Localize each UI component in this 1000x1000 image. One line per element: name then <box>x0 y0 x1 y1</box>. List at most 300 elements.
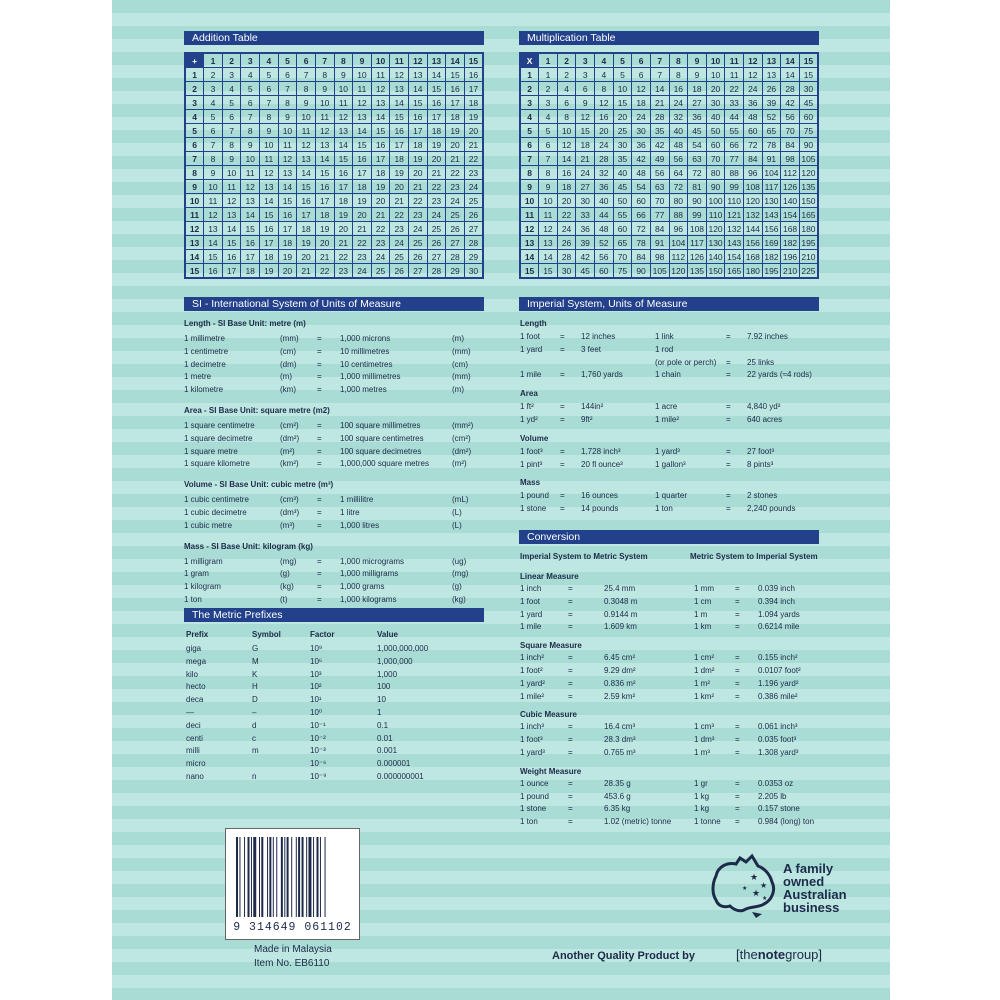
table-row <box>185 250 483 264</box>
prefix-cell: milli <box>186 746 200 756</box>
table-cell: 8 <box>297 82 316 96</box>
table-cell: 70 <box>706 152 725 166</box>
table-cell: 33 <box>725 96 744 110</box>
prefix-cell: deci <box>186 720 201 730</box>
table-cell: 18 <box>446 110 465 124</box>
table-cell: 132 <box>725 222 744 236</box>
table-cell: 9 <box>315 82 334 96</box>
table-cell: 28 <box>464 236 483 250</box>
table-cell: 19 <box>390 166 409 180</box>
table-cell: 35 <box>613 152 632 166</box>
table-cell: 32 <box>669 110 688 124</box>
si-cell: = <box>317 556 322 566</box>
barcode-bar <box>251 837 252 917</box>
table-cell: 10 <box>278 124 297 138</box>
table-cell: 7 <box>539 152 558 166</box>
table-cell: 65 <box>762 124 781 138</box>
brand-bracket-open: [ <box>736 947 740 962</box>
table-cell: 25 <box>427 222 446 236</box>
table-cell: 16 <box>222 250 241 264</box>
imperial-cell: 16 ounces <box>581 491 618 501</box>
si-cell: 1 cubic centimetre <box>184 495 249 505</box>
table-cell: 90 <box>688 194 707 208</box>
column-header-cell: 5 <box>278 53 297 68</box>
si-cell: 1 cubic metre <box>184 520 233 530</box>
table-cell: 9 <box>278 110 297 124</box>
table-cell: 20 <box>427 152 446 166</box>
barcode-bar <box>296 837 297 917</box>
table-cell: 20 <box>297 250 316 264</box>
column-header-cell: 8 <box>669 53 688 68</box>
table-row <box>185 82 483 96</box>
table-cell: 11 <box>334 96 353 110</box>
table-cell: 20 <box>409 166 428 180</box>
table-cell: 98 <box>781 152 800 166</box>
table-cell: 15 <box>613 96 632 110</box>
table-cell: 19 <box>427 138 446 152</box>
table-cell: 27 <box>688 96 707 110</box>
column-header-cell: 13 <box>762 53 781 68</box>
table-cell: 36 <box>688 110 707 124</box>
table-cell: 14 <box>557 152 576 166</box>
imperial-cell: 640 acres <box>747 415 783 424</box>
table-cell: 104 <box>669 236 688 250</box>
table-cell: 30 <box>799 82 818 96</box>
imperial-cell: 1 link <box>655 332 674 341</box>
column-header-cell: 14 <box>781 53 800 68</box>
conversion-cell: = <box>568 678 573 688</box>
imperial-cell: 1 rod <box>655 344 674 354</box>
conversion-col2-heading: Metric System to Imperial System <box>690 552 818 561</box>
table-cell: 84 <box>781 138 800 152</box>
row-header-cell: 9 <box>185 180 204 194</box>
table-cell: 65 <box>613 236 632 250</box>
table-cell: 17 <box>297 208 316 222</box>
table-cell: 11 <box>371 68 390 82</box>
table-cell: 13 <box>204 222 223 236</box>
table-cell: 117 <box>762 180 781 194</box>
si-cell: (L) <box>452 508 462 517</box>
barcode-bar <box>284 837 285 917</box>
imperial-cell: 20 fl ounce³ <box>581 459 623 469</box>
table-row <box>185 124 483 138</box>
conversion-cell: 1 inch² <box>520 653 545 663</box>
table-cell: 15 <box>315 166 334 180</box>
table-row <box>520 264 818 279</box>
table-cell: 54 <box>688 138 707 152</box>
si-cell: 1 kilogram <box>184 582 221 592</box>
row-header-cell: 9 <box>520 180 539 194</box>
table-cell: 22 <box>557 208 576 222</box>
table-cell: 132 <box>744 208 763 222</box>
si-cell: 1,000 microns <box>340 334 391 343</box>
table-cell: 99 <box>688 208 707 222</box>
table-cell: 17 <box>278 222 297 236</box>
conversion-cell: 1.094 yards <box>758 609 800 619</box>
table-cell: 13 <box>539 236 558 250</box>
table-cell: 16 <box>464 68 483 82</box>
conversion-cell: = <box>735 666 740 675</box>
table-cell: 50 <box>613 194 632 208</box>
table-row <box>185 194 483 208</box>
barcode-bar <box>325 837 326 917</box>
table-cell: 6 <box>278 68 297 82</box>
table-cell: 90 <box>799 138 818 152</box>
table-cell: 8 <box>204 152 223 166</box>
table-cell: 135 <box>688 264 707 279</box>
prefix-cell: 1,000,000,000 <box>377 644 429 653</box>
table-cell: 6 <box>557 96 576 110</box>
si-cell: (mg) <box>280 556 297 566</box>
table-cell: 6 <box>632 68 651 82</box>
conversion-cell: 1 km <box>694 622 712 632</box>
prefix-cell: G <box>252 644 259 653</box>
barcode-bar <box>261 837 263 917</box>
table-cell: 28 <box>427 264 446 279</box>
table-cell: 10 <box>297 110 316 124</box>
row-header-cell: 6 <box>520 138 539 152</box>
conversion-section-heading: Cubic Measure <box>520 710 577 720</box>
table-cell: 3 <box>204 82 223 96</box>
si-cell: 1 ton <box>184 595 202 604</box>
table-cell: 9 <box>576 96 595 110</box>
imperial-cell: = <box>560 344 565 354</box>
conversion-cell: 1 foot³ <box>520 735 543 745</box>
conversion-cell: 0.386 mile² <box>758 691 798 701</box>
table-cell: 10 <box>613 82 632 96</box>
table-cell: 13 <box>241 194 260 208</box>
table-cell: 17 <box>427 110 446 124</box>
table-cell: 21 <box>371 208 390 222</box>
table-cell: 18 <box>688 82 707 96</box>
table-cell: 5 <box>260 68 279 82</box>
si-cell: 1 litre <box>340 508 360 517</box>
conversion-cell: 1 km² <box>694 691 714 701</box>
si-cell: (L) <box>452 520 462 530</box>
table-cell: 48 <box>669 138 688 152</box>
si-cell: = <box>317 459 322 469</box>
prefix-cell: 10¹ <box>310 695 322 705</box>
conversion-cell: = <box>568 584 573 593</box>
table-cell: 14 <box>222 222 241 236</box>
table-cell: 12 <box>744 68 763 82</box>
column-header-cell: 9 <box>688 53 707 68</box>
conversion-cell: = <box>568 748 573 757</box>
table-corner-cell: + <box>185 53 204 68</box>
prefix-cell: n <box>252 772 257 781</box>
column-header-cell: 11 <box>390 53 409 68</box>
table-cell: 40 <box>613 166 632 180</box>
si-section-heading: Mass - SI Base Unit: kilogram (kg) <box>184 541 313 551</box>
table-cell: 22 <box>390 208 409 222</box>
table-cell: 168 <box>781 222 800 236</box>
prefix-cell: 0.001 <box>377 746 398 756</box>
column-header-cell: 2 <box>222 53 241 68</box>
table-cell: 10 <box>222 166 241 180</box>
table-cell: 126 <box>781 180 800 194</box>
conversion-cell: 1 ton <box>520 817 538 827</box>
si-cell: 1 metre <box>184 372 212 382</box>
row-header-cell: 12 <box>520 222 539 236</box>
conversion-cell: 1 m² <box>694 678 710 688</box>
conversion-cell: = <box>735 678 740 688</box>
barcode-bar <box>313 837 314 917</box>
table-cell: 63 <box>650 180 669 194</box>
table-row <box>185 264 483 279</box>
prefix-cell: 1 <box>377 708 382 717</box>
si-cell: 1 gram <box>184 569 209 579</box>
si-cell: 10 centimetres <box>340 359 393 369</box>
imperial-header: Imperial System, Units of Measure <box>519 297 819 311</box>
si-cell: 1,000 litres <box>340 520 380 530</box>
conversion-cell: = <box>735 596 740 606</box>
si-section-heading: Volume - SI Base Unit: cubic metre (m³) <box>184 480 334 490</box>
imperial-cell: = <box>560 370 565 380</box>
table-cell: 26 <box>762 82 781 96</box>
row-header-cell: 11 <box>185 208 204 222</box>
table-cell: 22 <box>427 180 446 194</box>
table-cell: 4 <box>241 68 260 82</box>
table-row <box>185 138 483 152</box>
table-cell: 12 <box>297 138 316 152</box>
table-cell: 16 <box>669 82 688 96</box>
table-cell: 8 <box>278 96 297 110</box>
table-row <box>185 222 483 236</box>
table-cell: 19 <box>353 194 372 208</box>
conversion-cell: = <box>735 722 740 732</box>
si-cell: 1 square decimetre <box>184 433 253 443</box>
table-cell: 21 <box>446 152 465 166</box>
conversion-cell: 1 foot <box>520 596 541 606</box>
table-cell: 88 <box>725 166 744 180</box>
addition-table-header: Addition Table <box>184 31 484 45</box>
table-cell: 22 <box>446 166 465 180</box>
table-cell: 18 <box>632 96 651 110</box>
table-cell: 11 <box>260 152 279 166</box>
table-cell: 78 <box>632 236 651 250</box>
table-cell: 4 <box>595 68 614 82</box>
imperial-cell: 1 foot³ <box>520 446 543 456</box>
si-cell: (mm) <box>452 372 471 382</box>
prefix-cell: deca <box>186 695 204 705</box>
table-cell: 154 <box>781 208 800 222</box>
table-cell: 23 <box>464 166 483 180</box>
conversion-cell: 0.394 inch <box>758 596 795 606</box>
table-cell: 20 <box>353 208 372 222</box>
table-cell: 24 <box>557 222 576 236</box>
si-cell: = <box>317 569 322 579</box>
table-cell: 42 <box>632 152 651 166</box>
table-cell: 55 <box>613 208 632 222</box>
conversion-cell: = <box>568 722 573 732</box>
table-row <box>520 138 818 152</box>
imperial-cell: = <box>726 370 731 380</box>
si-cell: (cm²) <box>452 433 471 443</box>
table-cell: 21 <box>315 250 334 264</box>
table-cell: 15 <box>334 152 353 166</box>
table-cell: 108 <box>744 180 763 194</box>
table-cell: 17 <box>353 166 372 180</box>
column-header-cell: 8 <box>334 53 353 68</box>
table-cell: 29 <box>464 250 483 264</box>
conversion-cell: = <box>568 735 573 745</box>
table-cell: 8 <box>595 82 614 96</box>
table-cell: 10 <box>706 68 725 82</box>
si-cell: 1 milligram <box>184 556 223 566</box>
barcode-bar <box>291 837 292 917</box>
si-cell: (m²) <box>452 459 467 469</box>
table-cell: 19 <box>464 110 483 124</box>
table-cell: 77 <box>725 152 744 166</box>
item-number-label: Item No. EB6110 <box>254 958 330 969</box>
column-header-cell: 14 <box>446 53 465 68</box>
table-cell: 15 <box>204 250 223 264</box>
si-cell: (mm) <box>452 346 471 356</box>
conversion-cell: 1 kg <box>694 804 710 814</box>
table-header-row <box>520 53 818 68</box>
table-cell: 84 <box>650 222 669 236</box>
prefix-cell: 10⁹ <box>310 644 323 653</box>
table-cell: 12 <box>260 166 279 180</box>
table-cell: 15 <box>353 138 372 152</box>
imperial-cell: 1 pint³ <box>520 459 543 469</box>
table-cell: 9 <box>297 96 316 110</box>
table-row <box>520 180 818 194</box>
table-cell: 13 <box>762 68 781 82</box>
si-cell: 1 square kilometre <box>184 459 250 469</box>
table-cell: 210 <box>799 250 818 264</box>
table-cell: 105 <box>650 264 669 279</box>
imperial-cell: 3 feet <box>581 344 602 354</box>
conversion-cell: = <box>735 791 740 801</box>
prefix-cell: 0.1 <box>377 720 389 730</box>
imperial-cell: 1 stone <box>520 504 547 514</box>
table-cell: 26 <box>409 250 428 264</box>
table-cell: 120 <box>706 222 725 236</box>
conversion-cell: 0.765 m³ <box>604 748 636 757</box>
si-cell: (dm³) <box>280 508 300 517</box>
table-cell: 16 <box>241 236 260 250</box>
prefix-cell: 10⁻³ <box>310 746 326 756</box>
conversion-cell: = <box>568 596 573 606</box>
si-cell: (g) <box>280 569 290 579</box>
row-header-cell: 11 <box>520 208 539 222</box>
conversion-cell: 0.984 (long) ton <box>758 817 815 827</box>
table-cell: 20 <box>706 82 725 96</box>
column-header-cell: 10 <box>371 53 390 68</box>
table-cell: 55 <box>725 124 744 138</box>
table-cell: 77 <box>650 208 669 222</box>
brand-group: group <box>785 947 819 962</box>
imperial-cell: = <box>726 332 731 341</box>
table-cell: 16 <box>446 82 465 96</box>
table-cell: 32 <box>595 166 614 180</box>
imperial-cell: = <box>726 459 731 469</box>
imperial-cell: 1 yd² <box>520 415 538 424</box>
table-cell: 196 <box>781 250 800 264</box>
imperial-cell: 2 stones <box>747 491 778 501</box>
table-cell: 49 <box>650 152 669 166</box>
table-cell: 18 <box>278 236 297 250</box>
conversion-cell: = <box>568 691 573 701</box>
imperial-cell: 7.92 inches <box>747 332 788 341</box>
table-cell: 12 <box>595 96 614 110</box>
table-cell: 12 <box>539 222 558 236</box>
table-cell: 140 <box>781 194 800 208</box>
table-cell: 30 <box>557 264 576 279</box>
table-cell: 135 <box>799 180 818 194</box>
si-cell: (km) <box>280 385 296 395</box>
table-cell: 14 <box>427 68 446 82</box>
si-cell: (dm²) <box>280 433 300 443</box>
table-cell: 144 <box>744 222 763 236</box>
table-row <box>520 236 818 250</box>
prefix-cell: centi <box>186 733 203 743</box>
table-cell: 15 <box>260 208 279 222</box>
brand-note: note <box>757 947 786 962</box>
si-cell: (m²) <box>280 446 295 456</box>
conversion-cell: 0.157 stone <box>758 804 800 814</box>
prefix-cell: K <box>252 669 258 679</box>
table-cell: 90 <box>706 180 725 194</box>
barcode-bar <box>253 837 256 917</box>
svg-text:★: ★ <box>760 881 768 890</box>
imperial-section-heading: Area <box>520 389 538 399</box>
si-cell: = <box>317 385 322 395</box>
barcode-number: 9 314649 061102 <box>233 921 352 934</box>
table-row <box>185 180 483 194</box>
conversion-cell: 1.196 yard² <box>758 678 799 688</box>
table-cell: 15 <box>576 124 595 138</box>
table-cell: 19 <box>334 208 353 222</box>
table-cell: 23 <box>371 236 390 250</box>
table-cell: 182 <box>762 250 781 264</box>
imperial-cell: 8 pints³ <box>747 459 774 469</box>
table-cell: 18 <box>557 180 576 194</box>
si-cell: (m) <box>452 385 464 395</box>
si-cell: (mm) <box>280 334 299 343</box>
conversion-cell: = <box>568 609 573 619</box>
table-cell: 12 <box>371 82 390 96</box>
table-cell: 7 <box>204 138 223 152</box>
imperial-cell: = <box>560 459 565 469</box>
table-cell: 75 <box>613 264 632 279</box>
table-cell: 10 <box>353 68 372 82</box>
table-cell: 130 <box>762 194 781 208</box>
prefix-column-header: Factor <box>310 630 335 639</box>
prefix-cell: 1,000 <box>377 669 398 679</box>
table-cell: 91 <box>650 236 669 250</box>
si-cell: = <box>317 446 322 456</box>
imperial-cell: = <box>726 491 731 501</box>
imperial-cell: 4,840 yd² <box>747 402 781 412</box>
svg-text:★: ★ <box>742 886 748 892</box>
table-cell: 35 <box>650 124 669 138</box>
si-cell: (cm) <box>280 346 296 356</box>
imperial-cell: = <box>560 504 565 514</box>
conversion-cell: 1 mm <box>694 584 714 593</box>
row-header-cell: 2 <box>520 82 539 96</box>
si-cell: (km²) <box>280 459 299 469</box>
brand-the: the <box>739 947 758 962</box>
conversion-cell: 1 pound <box>520 791 549 801</box>
table-cell: 12 <box>222 194 241 208</box>
table-cell: 11 <box>315 110 334 124</box>
conversion-cell: 453.6 g <box>604 791 631 801</box>
table-cell: 96 <box>669 222 688 236</box>
si-cell: (m) <box>452 334 464 343</box>
multiplication-table-header: Multiplication Table <box>519 31 819 45</box>
